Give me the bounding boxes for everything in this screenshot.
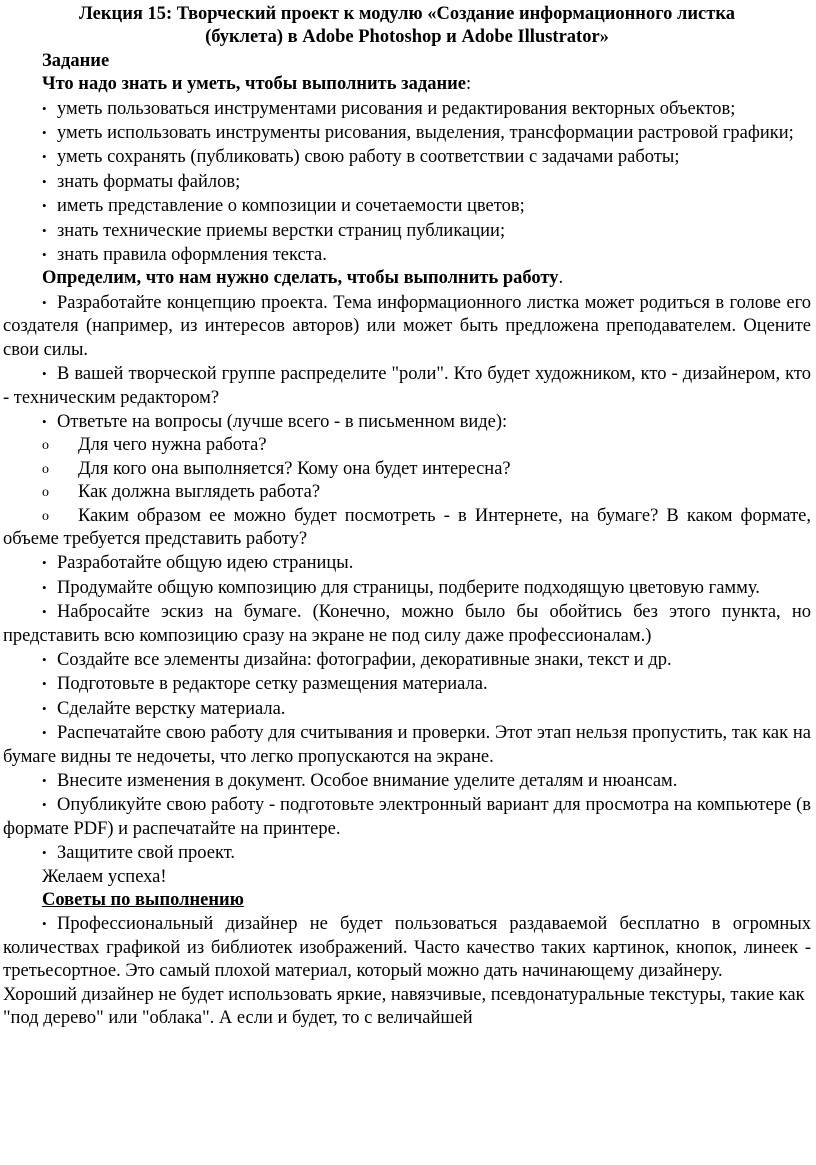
bullet-icon: •	[42, 198, 47, 214]
wish-text: Желаем успеха!	[42, 866, 167, 887]
task-heading: Задание	[42, 50, 110, 71]
skills-list	[3, 97, 811, 268]
final-paragraph: Хороший дизайнер не будет использовать яркие, навязчивые, псевдонатуральные текстуры, такие как "под дерево" или "облака". А если и будет, то с величайшей	[3, 984, 805, 1029]
knowledge-heading-text: Что надо знать и уметь, чтобы выполнить задание	[42, 74, 466, 95]
list-item-text: знать форматы файлов;	[57, 171, 241, 192]
bullet-icon: •	[42, 100, 47, 116]
list-item	[3, 600, 811, 648]
list-item-text: уметь сохранять (публиковать) свою работу в соответствии с задачами работы;	[57, 147, 680, 168]
bullet-icon: •	[42, 604, 47, 620]
list-item-text: В вашей творческой группе распределите "роли". Кто будет художником, кто - дизайнером, кто - техническим редактором?	[3, 364, 811, 408]
list-item	[3, 769, 811, 793]
steps-heading	[3, 267, 811, 290]
list-item	[3, 243, 811, 267]
list-item-text: Сделайте верстку материала.	[57, 698, 286, 719]
bullet-icon: •	[42, 555, 47, 571]
bullet-icon: •	[42, 797, 47, 813]
bullet-icon: •	[42, 700, 47, 716]
bullet-icon: •	[42, 294, 47, 310]
list-item-text: знать правила оформления текста.	[57, 245, 327, 266]
list-item-text: Распечатайте свою работу для считывания и проверки. Этот этап нельзя пропустить, так как на бумаге видны те недочеты, что легко пропускаются на экране.	[3, 723, 811, 767]
list-item	[3, 793, 811, 841]
list-item	[3, 145, 811, 169]
list-item-text: Продумайте общую композицию для страницы, подберите подходящую цветовую гамму.	[57, 577, 760, 598]
lecture-title-line-2: (буклета) в Adobe Photoshop и Adobe Illustrator»	[205, 27, 609, 48]
list-item-text: Защитите свой проект.	[57, 843, 236, 864]
list-item	[3, 912, 811, 983]
list-item-text: уметь пользоваться инструментами рисования и редактирования векторных объектов;	[57, 98, 736, 119]
bullet-icon: •	[42, 579, 47, 595]
question-item	[3, 481, 811, 504]
bullet-icon: •	[42, 149, 47, 165]
list-item	[3, 576, 811, 600]
circle-bullet-icon: o	[42, 438, 49, 454]
tips-list	[3, 912, 811, 983]
list-item	[3, 291, 811, 362]
bullet-icon: •	[42, 725, 47, 741]
list-item	[3, 170, 811, 194]
list-item-text: Внесите изменения в документ. Особое внимание уделите деталям и нюансам.	[57, 771, 678, 791]
bullet-icon: •	[42, 676, 47, 692]
bullet-icon: •	[42, 247, 47, 263]
list-item	[3, 841, 811, 865]
list-item-text: Разработайте концепцию проекта. Тема информационного листка может родиться в голове его создателя (например, из интересов авторов) или может быть предложена преподавателем. Оцените свои силы.	[3, 292, 811, 360]
list-item-text: Разработайте общую идею страницы.	[57, 553, 354, 574]
document-body	[3, 3, 811, 1030]
list-item-text: Создайте все элементы дизайна: фотографии, декоративные знаки, текст и др.	[57, 649, 672, 670]
list-item-text: Набросайте эскиз на бумаге. (Конечно, можно было бы обойтись без этого пункта, но представить всю композицию сразу на экране не под силу даже профессионалам.)	[3, 602, 811, 646]
question-item	[3, 434, 811, 457]
bullet-icon: •	[42, 773, 47, 788]
steps-list	[3, 291, 811, 866]
bullet-icon: •	[42, 916, 47, 932]
list-item	[3, 121, 811, 145]
list-item-text: Ответьте на вопросы (лучше всего - в письменном виде):	[57, 411, 508, 432]
question-text: Как должна выглядеть работа?	[78, 482, 321, 503]
bullet-icon: •	[42, 651, 47, 667]
bullet-icon: •	[42, 845, 47, 861]
list-item-text: Профессиональный дизайнер не будет пользоваться раздаваемой бесплатно в огромных количествах графикой из библиотек изображений. Часто качество таких картинок, кнопок, линеек - третьесортное. Это самый плохой материал, который можно дать начинающему дизайнеру.	[3, 914, 811, 982]
knowledge-heading	[3, 73, 811, 96]
question-item	[3, 505, 811, 552]
lecture-title-line-1: Лекция 15: Творческий проект к модулю «Создание информационного листка	[79, 4, 735, 24]
question-text: Каким образом ее можно будет посмотреть - в Интернете, на бумаге? В каком формате, объеме требуется представить работу?	[3, 505, 811, 549]
list-item-text: Подготовьте в редакторе сетку размещения материала.	[57, 674, 488, 695]
circle-bullet-icon: o	[42, 508, 49, 524]
list-item-text: Опубликуйте свою работу - подготовьте электронный вариант для просмотра на компьютере (в формате PDF) и распечатайте на принтере.	[3, 795, 811, 839]
list-item	[3, 721, 811, 769]
bullet-icon: •	[42, 222, 47, 238]
circle-bullet-icon: o	[42, 461, 49, 477]
list-item	[3, 648, 811, 672]
question-text: Для чего нужна работа?	[78, 435, 267, 456]
list-item-text: уметь использовать инструменты рисования, выделения, трансформации растровой графики;	[57, 123, 794, 144]
list-item	[3, 97, 811, 121]
list-item	[3, 194, 811, 218]
list-item-text: знать технические приемы верстки страниц публикации;	[57, 220, 506, 241]
question-item	[3, 458, 811, 481]
list-item	[3, 362, 811, 410]
steps-heading-period: .	[558, 268, 564, 289]
question-text: Для кого она выполняется? Кому она будет интересна?	[78, 458, 511, 479]
list-item	[3, 410, 811, 434]
bullet-icon: •	[42, 125, 47, 141]
list-item	[3, 697, 811, 721]
bullet-icon: •	[42, 173, 47, 189]
list-item-text: иметь представление о композиции и сочетаемости цветов;	[57, 196, 525, 217]
list-item	[3, 551, 811, 575]
knowledge-heading-colon: :	[465, 74, 472, 95]
circle-bullet-icon: o	[42, 485, 49, 501]
bullet-icon: •	[42, 413, 47, 429]
bullet-icon: •	[42, 366, 47, 382]
steps-heading-text: Определим, что нам нужно сделать, чтобы выполнить работу	[42, 268, 559, 289]
list-item	[3, 672, 811, 696]
list-item	[3, 219, 811, 243]
tips-heading: Советы по выполнению	[42, 890, 244, 911]
